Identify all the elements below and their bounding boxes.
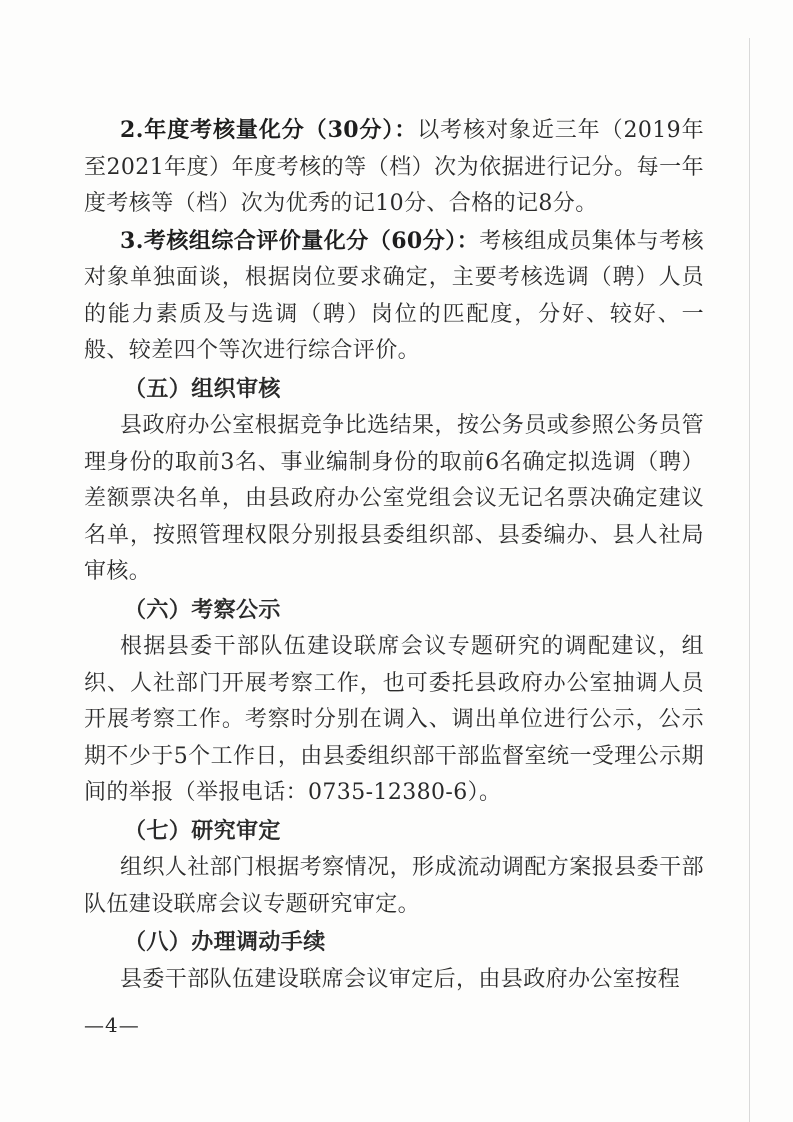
inspection-publicity-text: 根据县委干部队伍建设联席会议专题研究的调配建议，组织、人社部门开展考察工作，也可委托县政府办公室抽调人员开展考察工作。考察时分别在调入、调出单位进行公示，公示期不少于5个工作日，由县委组织部干部监督室统一受理公示期间的举报（举报电话：0735-12380-6）。 <box>84 634 704 805</box>
research-approval-text: 组织人社部门根据考察情况，形成流动调配方案报县委干部队伍建设联席会议专题研究审定。 <box>84 855 704 917</box>
annual-assessment-text: 以考核对象近三年（2019年至2021年度）年度考核的等（档）次为依据进行记分。每一年度考核等（档）次为优秀的记10分、合格的记8分。 <box>84 118 704 216</box>
team-evaluation-item <box>84 223 704 370</box>
page-number: —4— <box>84 1013 140 1037</box>
annual-assessment-item <box>84 112 704 223</box>
section-heading-6: （六）考察公示 <box>124 596 281 623</box>
document-body <box>84 112 704 998</box>
section-heading-5: （五）组织审核 <box>124 375 281 402</box>
transfer-procedure-text: 县委干部队伍建设联席会议审定后，由县政府办公室按程 <box>120 966 681 992</box>
section-heading-7: （七）研究审定 <box>124 817 281 844</box>
team-evaluation-lead: 3.考核组综合评价量化分（60分）： <box>120 227 480 254</box>
section-heading-8: （八）办理调动手续 <box>124 929 326 955</box>
scan-edge-line <box>749 38 750 1122</box>
team-evaluation-text: 考核组成员集体与考核对象单独面谈，根据岗位要求确定，主要考核选调（聘）人员的能力素质及与选调（聘）岗位的匹配度，分好、较好、一般、较差四个等次进行综合评价。 <box>84 228 704 363</box>
organization-review-text: 县政府办公室根据竞争比选结果，按公务员或参照公务员管理身份的取前3名、事业编制身份的取前6名确定拟选调（聘）差额票决名单，由县政府办公室党组会议无记名票决确定建议名单，按照管理权限分别报县委组织部、县委编办、县人社局审核。 <box>84 413 704 584</box>
annual-assessment-lead: 2.年度考核量化分（30分）： <box>120 117 418 143</box>
